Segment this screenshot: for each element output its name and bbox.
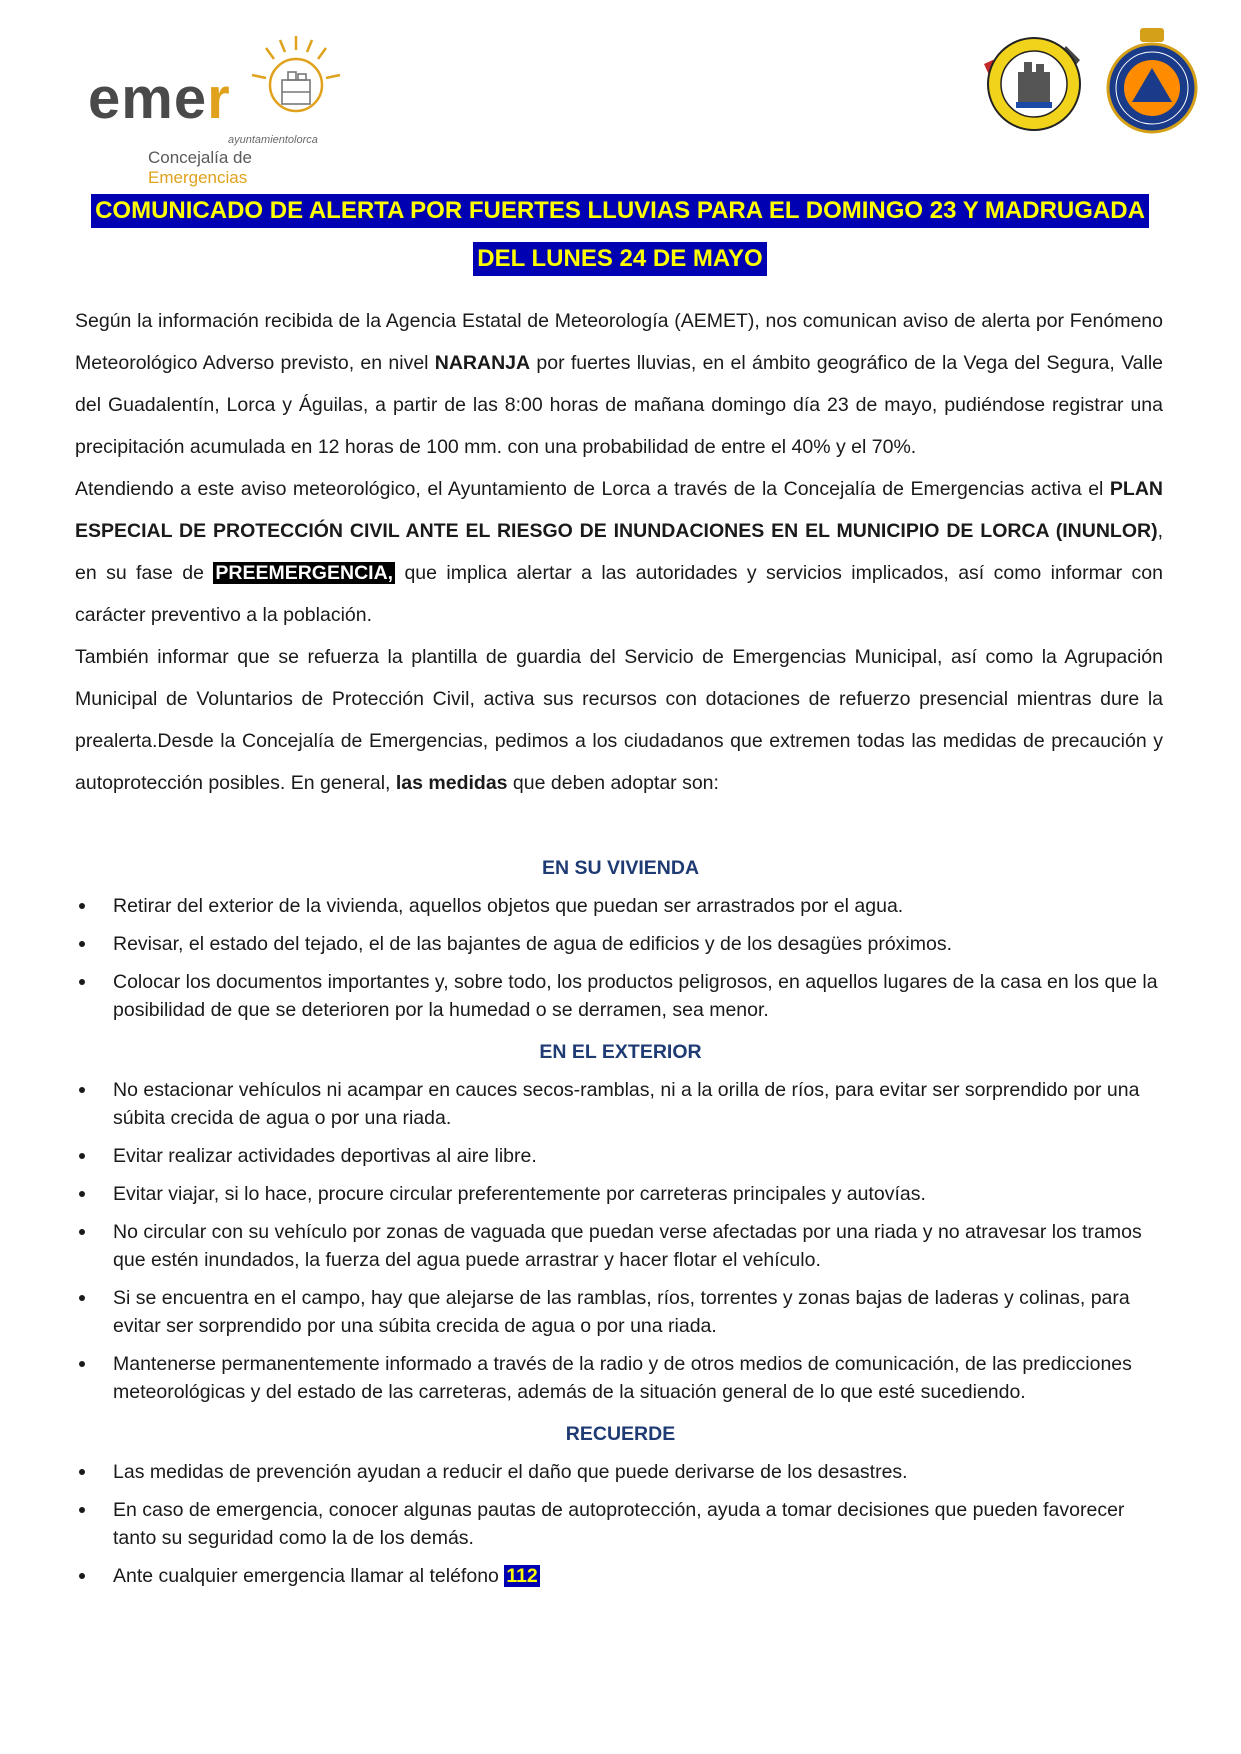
paragraph-aemet: Según la información recibida de la Agencia Estatal de Meteorología (AEMET), nos comunican aviso de alerta por Fenómeno Meteorológico Adverso previsto, en nivel NARANJA por fuertes lluvias, en el ámbito geográfico de la Vega del Segura, Valle del Guadalentín, Lorca y Águilas, a partir de las 8:00 horas de mañana domingo día 23 de mayo, pudiéndose registrar una precipitación acumulada en 12 horas de 100 mm. con una probabilidad de entre el 40% y el 70%. bbox=[75, 310, 1163, 458]
list-item: Revisar, el estado del tejado, el de las bajantes de agua de edificios y de los desagües próximos. bbox=[75, 930, 1165, 958]
paragraph-refuerzo: También informar que se refuerza la plantilla de guardia del Servicio de Emergencias Municipal, así como la Agrupación Municipal de Voluntarios de Protección Civil, activa sus recursos con dotaciones de refuerzo presencial mientras dure la prealerta.Desde la Concejalía de Emergencias, pedimos a los ciudadanos que extremen todas las medidas de precaución y autoprotección posibles. En general, las medidas que deben adoptar son: bbox=[75, 646, 1163, 794]
alert-title bbox=[60, 194, 1180, 276]
paragraph-plan: Atendiendo a este aviso meteorológico, el Ayuntamiento de Lorca a través de la Concejalía de Emergencias activa el PLAN ESPECIAL DE PROTECCIÓN CIVIL ANTE EL RIESGO DE INUNDACIONES EN EL MUNICIPIO DE LORCA (INUNLOR), en su fase de PREEMERGENCIA, que implica alertar a las autoridades y servicios implicados, así como informar con carácter preventivo a la población. bbox=[75, 478, 1163, 626]
list-item: Retirar del exterior de la vivienda, aquellos objetos que puedan ser arrastrados por el agua. bbox=[75, 892, 1165, 920]
body-text bbox=[75, 300, 1163, 804]
preemergencia-highlight: PREEMERGENCIA, bbox=[215, 562, 394, 584]
heading-en-el-exterior: EN EL EXTERIOR bbox=[539, 1041, 702, 1063]
heading-recuerde: RECUERDE bbox=[565, 1423, 676, 1445]
sun-castle-icon bbox=[246, 30, 346, 130]
list-recuerde bbox=[75, 1458, 1165, 1600]
list-item: No estacionar vehículos ni acampar en cauces secos-ramblas, ni a la orilla de ríos, para evitar ser sorprendido por una súbita crecida de agua o por una riada. bbox=[75, 1076, 1165, 1132]
list-item: Colocar los documentos importantes y, sobre todo, los productos peligrosos, en aquellos lugares de la casa en los que la posibilidad de que se deterioren por la humedad o se derramen, sea menor. bbox=[75, 968, 1165, 1024]
proteccion-civil-seal-icon bbox=[1102, 26, 1202, 136]
list-item: Si se encuentra en el campo, hay que alejarse de las ramblas, ríos, torrentes y zonas bajas de laderas y colinas, para evitar ser sorprendido por una súbita crecida de agua o por una riada. bbox=[75, 1284, 1165, 1340]
list-item: Las medidas de prevención ayudan a reducir el daño que puede derivarse de los desastres. bbox=[75, 1458, 1165, 1486]
list-item: En caso de emergencia, conocer algunas pautas de autoprotección, ayuda a tomar decisiones que pueden favorecer tanto su seguridad como la de los demás. bbox=[75, 1496, 1165, 1552]
list-item: Evitar viajar, si lo hace, procure circular preferentemente por carreteras principales y autovías. bbox=[75, 1180, 1165, 1208]
list-item: No circular con su vehículo por zonas de vaguada que puedan verse afectadas por una riada y no atravesar los tramos que estén inundados, la fuerza del agua puede arrastrar y hacer flotar el vehículo. bbox=[75, 1218, 1165, 1274]
logo-wordmark: emer bbox=[88, 66, 231, 131]
list-exterior bbox=[75, 1076, 1165, 1416]
logo-subtitle-concejalia: Concejalía de Emergencias bbox=[148, 148, 252, 187]
list-item: Mantenerse permanentemente informado a través de la radio y de otros medios de comunicación, de las predicciones meteorológicas y del estado de las carreteras, además de la situación general de lo que esté sucediendo. bbox=[75, 1350, 1165, 1406]
emer-logo bbox=[88, 30, 348, 187]
logo-subtitle-ayuntamiento: ayuntamientolorca bbox=[228, 134, 318, 146]
firefighters-seal-icon bbox=[976, 26, 1086, 136]
title-line-2: DEL LUNES 24 DE MAYO bbox=[473, 242, 766, 276]
emergency-phone-112: 112 bbox=[506, 1565, 538, 1587]
list-item: Ante cualquier emergencia llamar al teléfono 112 bbox=[75, 1562, 1165, 1590]
heading-en-su-vivienda: EN SU VIVIENDA bbox=[541, 857, 700, 879]
list-vivienda bbox=[75, 892, 1165, 1034]
title-line-1: COMUNICADO DE ALERTA POR FUERTES LLUVIAS PARA EL DOMINGO 23 Y MADRUGADA bbox=[91, 194, 1149, 228]
list-item: Evitar realizar actividades deportivas al aire libre. bbox=[75, 1142, 1165, 1170]
